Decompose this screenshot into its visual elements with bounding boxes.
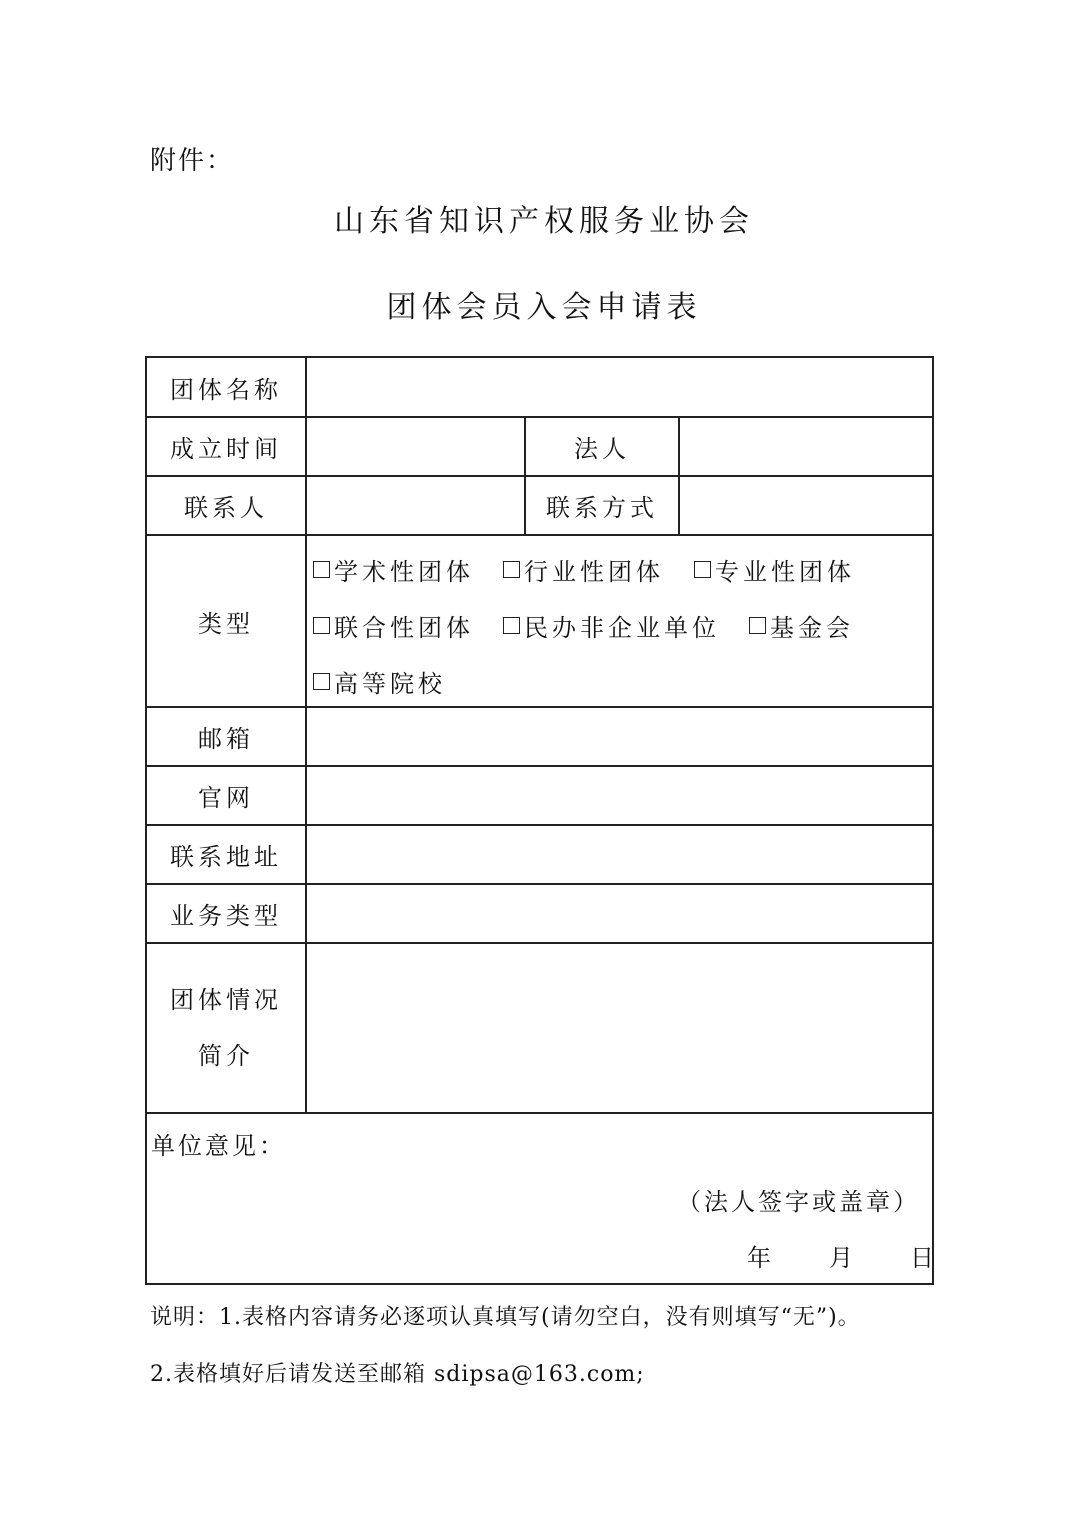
address-label: 联系地址 (170, 843, 282, 871)
group-name-field[interactable] (307, 358, 932, 416)
month-label: 月 (829, 1244, 857, 1272)
type-option-joint[interactable]: 联合性团体 (311, 608, 474, 643)
contact-person-label: 联系人 (184, 494, 268, 522)
type-option-private-nonenterprise[interactable]: 民办非企业单位 (501, 608, 720, 643)
application-form-table (145, 356, 938, 1285)
type-label: 类型 (198, 609, 254, 638)
legal-person-field[interactable] (680, 418, 932, 475)
website-field[interactable] (307, 767, 932, 824)
legal-person-label: 法人 (574, 435, 630, 463)
unit-opinion-label: 单位意见： (151, 1132, 286, 1160)
contact-method-field[interactable] (680, 477, 932, 534)
group-intro-label: 团体情况 简介 (170, 986, 282, 1070)
contact-person-field[interactable] (307, 477, 524, 534)
type-option-foundation[interactable]: 基金会 (747, 608, 854, 643)
business-type-field[interactable] (307, 885, 932, 942)
email-label: 邮箱 (198, 725, 254, 753)
group-name-label: 团体名称 (170, 375, 282, 404)
checkbox-icon[interactable] (503, 617, 520, 634)
note-line-2: 2.表格填好后请发送至邮箱 sdipsa@163.com; (150, 1362, 645, 1387)
email-field[interactable] (307, 708, 932, 765)
type-option-academic[interactable]: 学术性团体 (311, 552, 474, 587)
checkbox-icon[interactable] (313, 561, 330, 578)
website-label: 官网 (198, 784, 254, 812)
note-line-1: 说明：1.表格内容请务必逐项认真填写(请勿空白，没有则填写“无”)。 (150, 1305, 861, 1330)
business-type-label: 业务类型 (170, 902, 282, 930)
checkbox-icon[interactable] (503, 561, 520, 578)
checkbox-icon[interactable] (749, 617, 766, 634)
address-field[interactable] (307, 826, 932, 883)
type-option-industry[interactable]: 行业性团体 (501, 552, 664, 587)
unit-opinion-area[interactable] (147, 1114, 938, 1283)
established-label: 成立时间 (170, 435, 282, 463)
type-option-university[interactable]: 高等院校 (311, 664, 446, 699)
checkbox-icon[interactable] (694, 561, 711, 578)
year-label: 年 (747, 1244, 775, 1272)
day-label: 日 (910, 1244, 938, 1272)
contact-method-label: 联系方式 (546, 494, 658, 522)
attachment-label: 附件： (150, 146, 235, 176)
type-option-professional[interactable]: 专业性团体 (692, 552, 855, 587)
checkbox-icon[interactable] (313, 673, 330, 690)
group-intro-field[interactable] (307, 944, 932, 1112)
form-title-line1: 山东省知识产权服务业协会 (334, 204, 754, 239)
signature-label: （法人签字或盖章） (677, 1188, 920, 1216)
established-field[interactable] (307, 418, 524, 475)
checkbox-icon[interactable] (313, 617, 330, 634)
form-title-line2: 团体会员入会申请表 (386, 290, 702, 325)
